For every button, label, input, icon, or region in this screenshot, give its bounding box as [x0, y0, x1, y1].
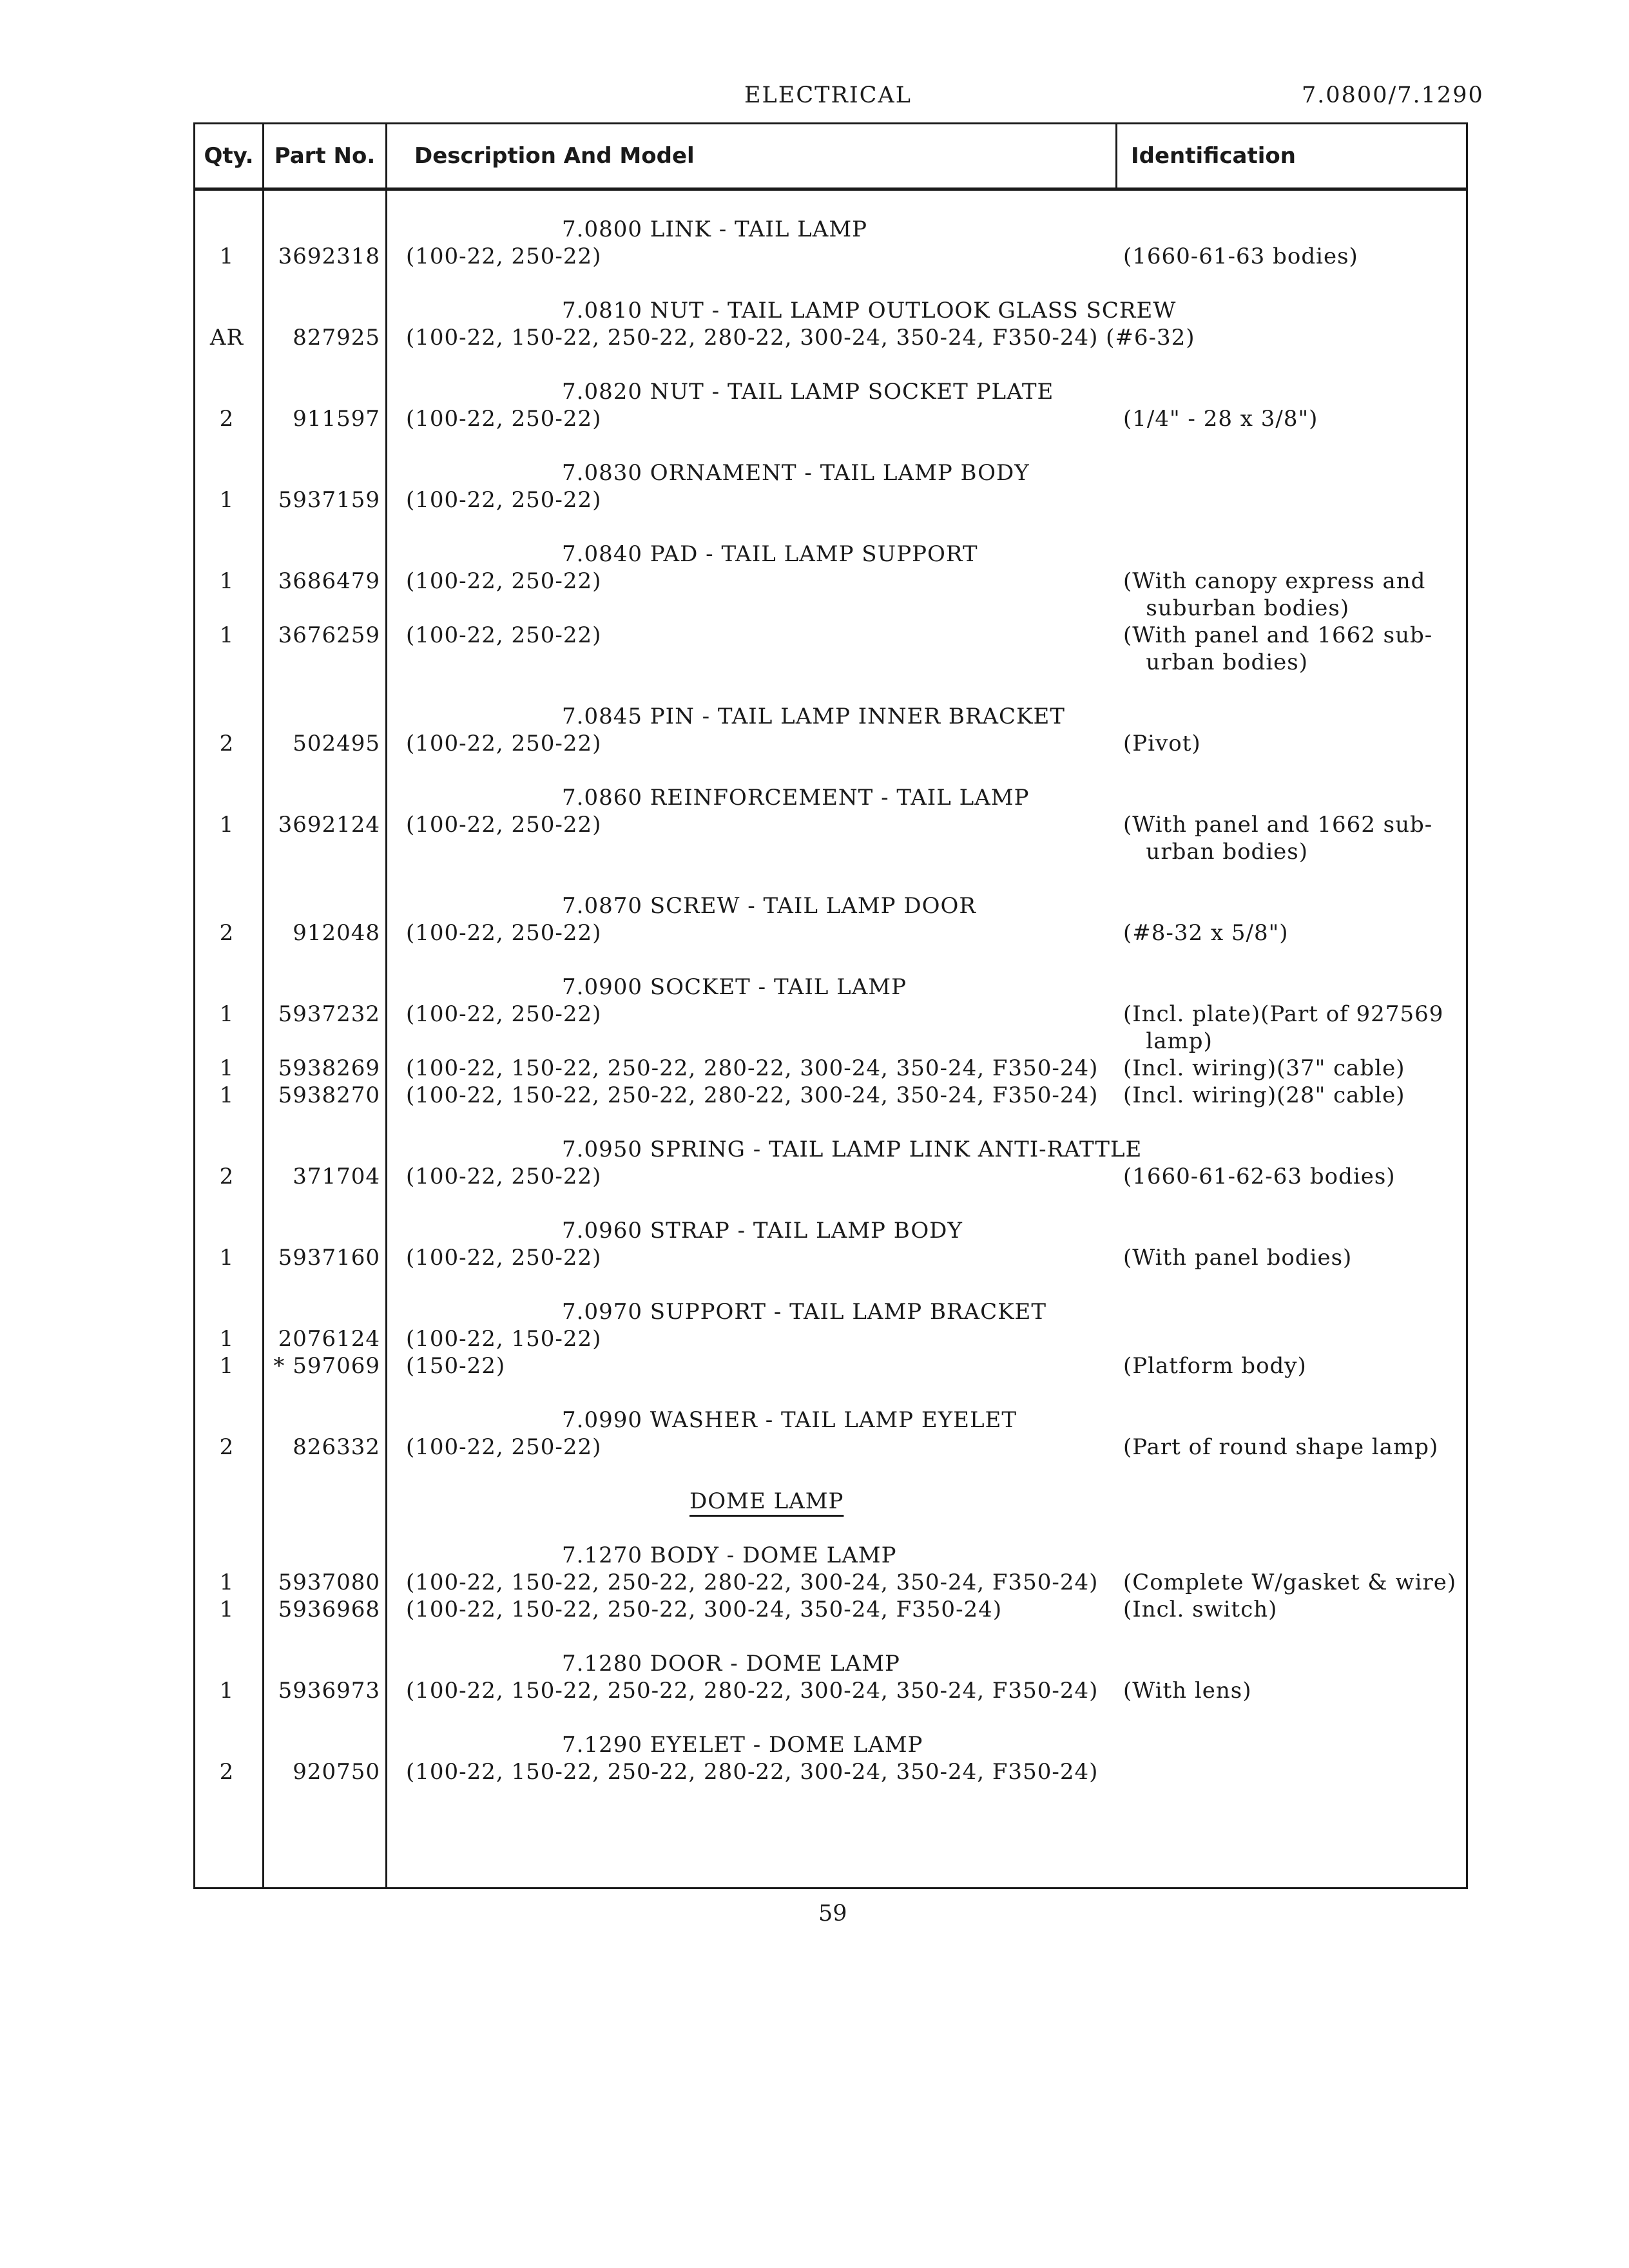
identification-cell: lamp) — [1123, 1028, 1213, 1054]
part-number-cell: 5937159 — [278, 487, 380, 513]
qty-cell: 1 — [219, 1245, 235, 1271]
group-heading: 7.0830 ORNAMENT - TAIL LAMP BODY — [562, 460, 1030, 486]
identification-cell: (With panel and 1662 sub- — [1123, 812, 1433, 838]
column-header-part: Part No. — [274, 143, 376, 169]
description-cell: (100-22, 150-22, 250-22, 280-22, 300-24, 350-24, F350-24) — [406, 1759, 1099, 1785]
description-cell: (100-22, 250-22) — [406, 1245, 602, 1271]
description-cell: (100-22, 150-22, 250-22, 300-24, 350-24, F350-24) — [406, 1597, 1003, 1622]
row-spacer — [193, 676, 1468, 703]
identification-cell: (Part of round shape lamp) — [1123, 1434, 1439, 1460]
table-row — [193, 811, 1468, 838]
part-number-cell: 5937160 — [278, 1245, 380, 1271]
description-cell: (100-22, 250-22) — [406, 1001, 602, 1027]
group-heading: 7.0960 STRAP - TAIL LAMP BODY — [562, 1218, 963, 1244]
group-heading: 7.1270 BODY - DOME LAMP — [562, 1542, 897, 1568]
description-cell: (100-22, 250-22) — [406, 1434, 602, 1460]
table-row — [193, 595, 1468, 622]
table-row — [193, 919, 1468, 947]
group-heading: 7.0950 SPRING - TAIL LAMP LINK ANTI-RATTLE — [562, 1137, 1142, 1162]
identification-cell: (1/4" - 28 x 3/8") — [1123, 406, 1318, 432]
identification-cell: (#8-32 x 5/8") — [1123, 920, 1289, 946]
qty-cell: 1 — [219, 1678, 235, 1704]
group-heading: 7.0820 NUT - TAIL LAMP SOCKET PLATE — [562, 379, 1054, 405]
table-row — [193, 1082, 1468, 1109]
part-number-cell: * 597069 — [273, 1353, 380, 1379]
qty-cell: 1 — [219, 812, 235, 838]
group-heading-row — [193, 459, 1468, 486]
table-row — [193, 486, 1468, 514]
row-spacer — [193, 1704, 1468, 1731]
identification-cell: (Incl. switch) — [1123, 1597, 1278, 1622]
group-heading: 7.0870 SCREW - TAIL LAMP DOOR — [562, 893, 976, 919]
table-row — [193, 1434, 1468, 1461]
group-heading: 7.0990 WASHER - TAIL LAMP EYELET — [562, 1407, 1017, 1433]
row-spacer — [193, 1379, 1468, 1407]
row-spacer — [193, 1515, 1468, 1542]
section-title: ELECTRICAL — [744, 82, 912, 108]
part-number-cell: 5938269 — [278, 1055, 380, 1081]
row-spacer — [193, 947, 1468, 974]
group-heading: 7.0810 NUT - TAIL LAMP OUTLOOK GLASS SCREW — [562, 298, 1177, 323]
table-row — [193, 1028, 1468, 1055]
part-number-cell: 827925 — [293, 325, 380, 351]
page-range: 7.0800/7.1290 — [1302, 82, 1484, 108]
description-cell: (100-22, 150-22, 250-22, 280-22, 300-24, 350-24, F350-24) — [406, 1678, 1099, 1704]
table-row — [193, 1352, 1468, 1379]
row-spacer — [193, 1271, 1468, 1298]
description-cell: (100-22, 250-22) — [406, 406, 602, 432]
qty-cell: 1 — [219, 1326, 235, 1352]
qty-cell: AR — [209, 325, 244, 351]
identification-cell: (With panel bodies) — [1123, 1245, 1353, 1271]
description-cell: (100-22, 250-22) — [406, 244, 602, 269]
identification-cell: (Pivot) — [1123, 731, 1201, 756]
group-heading: 7.1280 DOOR - DOME LAMP — [562, 1651, 900, 1677]
identification-cell: (With lens) — [1123, 1678, 1252, 1704]
description-cell: (100-22, 250-22) — [406, 812, 602, 838]
row-spacer — [193, 351, 1468, 378]
table-row — [193, 838, 1468, 865]
description-cell: (150-22) — [406, 1353, 506, 1379]
row-spacer — [193, 1623, 1468, 1650]
description-cell: (100-22, 150-22, 250-22, 280-22, 300-24, 350-24, F350-24) — [406, 1055, 1099, 1081]
identification-cell: (With panel and 1662 sub- — [1123, 622, 1433, 648]
group-heading: 7.0970 SUPPORT - TAIL LAMP BRACKET — [562, 1299, 1047, 1325]
part-number-cell: 5938270 — [278, 1082, 380, 1108]
row-spacer — [193, 1190, 1468, 1217]
group-heading-row — [193, 378, 1468, 405]
column-divider — [1115, 124, 1117, 191]
qty-cell: 2 — [219, 731, 235, 756]
parts-list — [193, 216, 1468, 1785]
part-number-cell: 2076124 — [278, 1326, 380, 1352]
row-spacer — [193, 514, 1468, 541]
table-row — [193, 1569, 1468, 1596]
group-heading-row — [193, 541, 1468, 568]
description-cell: (100-22, 150-22) — [406, 1326, 602, 1352]
qty-cell: 1 — [219, 244, 235, 269]
description-cell: (100-22, 250-22) — [406, 1164, 602, 1189]
table-row — [193, 649, 1468, 676]
table-row — [193, 1244, 1468, 1271]
qty-cell: 1 — [219, 622, 235, 648]
description-cell: (100-22, 250-22) — [406, 731, 602, 756]
page-number: 59 — [818, 1901, 847, 1927]
group-heading-row — [193, 1542, 1468, 1569]
group-heading-row — [193, 297, 1468, 324]
qty-cell: 1 — [219, 487, 235, 513]
part-number-cell: 911597 — [293, 406, 380, 432]
qty-cell: 1 — [219, 1001, 235, 1027]
description-cell: (100-22, 250-22) — [406, 487, 602, 513]
group-heading-row — [193, 1136, 1468, 1163]
table-row — [193, 568, 1468, 595]
part-number-cell: 5936968 — [278, 1597, 380, 1622]
row-spacer — [193, 270, 1468, 297]
section-subheading: DOME LAMP — [689, 1488, 844, 1514]
description-cell: (100-22, 250-22) — [406, 622, 602, 648]
column-header-qty: Qty. — [204, 143, 254, 169]
qty-cell: 1 — [219, 1570, 235, 1595]
group-heading-row — [193, 1407, 1468, 1434]
row-spacer — [193, 757, 1468, 784]
description-cell: (100-22, 250-22) — [406, 568, 602, 594]
identification-cell: (1660-61-62-63 bodies) — [1123, 1164, 1396, 1189]
row-spacer — [193, 432, 1468, 459]
qty-cell: 1 — [219, 1055, 235, 1081]
identification-cell: (Incl. wiring)(37" cable) — [1123, 1055, 1405, 1081]
part-number-cell: 3692318 — [278, 244, 380, 269]
group-heading-row — [193, 1298, 1468, 1325]
identification-cell: (Platform body) — [1123, 1353, 1307, 1379]
qty-cell: 1 — [219, 1353, 235, 1379]
table-row — [193, 243, 1468, 270]
identification-cell: (With canopy express and — [1123, 568, 1426, 594]
group-heading: 7.0800 LINK - TAIL LAMP — [562, 216, 868, 242]
group-heading-row — [193, 974, 1468, 1001]
group-heading-row — [193, 216, 1468, 243]
group-heading: 7.0860 REINFORCEMENT - TAIL LAMP — [562, 785, 1030, 811]
identification-cell: (1660-61-63 bodies) — [1123, 244, 1358, 269]
group-heading-row — [193, 1217, 1468, 1244]
identification-cell: (Complete W/gasket & wire) — [1123, 1570, 1457, 1595]
part-number-cell: 5937232 — [278, 1001, 380, 1027]
identification-cell: urban bodies) — [1123, 649, 1309, 675]
table-row — [193, 622, 1468, 649]
group-heading-row — [193, 703, 1468, 730]
group-heading-row — [193, 784, 1468, 811]
table-row — [193, 1001, 1468, 1028]
part-number-cell: 3692124 — [278, 812, 380, 838]
table-row — [193, 1325, 1468, 1352]
identification-cell: (Incl. wiring)(28" cable) — [1123, 1082, 1405, 1108]
group-heading-row — [193, 1650, 1468, 1677]
description-cell: (100-22, 150-22, 250-22, 280-22, 300-24, 350-24, F350-24) (#6-32) — [406, 325, 1195, 351]
qty-cell: 1 — [219, 1597, 235, 1622]
group-heading: 7.1290 EYELET - DOME LAMP — [562, 1732, 923, 1758]
description-cell: (100-22, 250-22) — [406, 920, 602, 946]
column-header-identification: Identification — [1131, 143, 1296, 169]
header-rule — [195, 187, 1466, 191]
table-row — [193, 1163, 1468, 1190]
part-number-cell: 920750 — [293, 1759, 380, 1785]
group-heading-row — [193, 1731, 1468, 1758]
group-heading-row — [193, 892, 1468, 919]
part-number-cell: 912048 — [293, 920, 380, 946]
row-spacer — [193, 1461, 1468, 1488]
section-subheading-row — [193, 1488, 1468, 1515]
row-spacer — [193, 1109, 1468, 1136]
table-row — [193, 324, 1468, 351]
qty-cell: 2 — [219, 1759, 235, 1785]
qty-cell: 1 — [219, 1082, 235, 1108]
qty-cell: 2 — [219, 920, 235, 946]
qty-cell: 2 — [219, 1164, 235, 1189]
table-row — [193, 1055, 1468, 1082]
identification-cell: suburban bodies) — [1123, 595, 1350, 621]
row-spacer — [193, 865, 1468, 892]
table-row — [193, 405, 1468, 432]
table-row — [193, 1758, 1468, 1785]
identification-cell: urban bodies) — [1123, 839, 1309, 865]
qty-cell: 2 — [219, 1434, 235, 1460]
table-row — [193, 730, 1468, 757]
qty-cell: 1 — [219, 568, 235, 594]
part-number-cell: 3686479 — [278, 568, 380, 594]
part-number-cell: 826332 — [293, 1434, 380, 1460]
table-row — [193, 1677, 1468, 1704]
part-number-cell: 5937080 — [278, 1570, 380, 1595]
qty-cell: 2 — [219, 406, 235, 432]
group-heading: 7.0845 PIN - TAIL LAMP INNER BRACKET — [562, 704, 1065, 729]
description-cell: (100-22, 150-22, 250-22, 280-22, 300-24, 350-24, F350-24) — [406, 1082, 1099, 1108]
column-header-description: Description And Model — [414, 143, 695, 169]
part-number-cell: 371704 — [293, 1164, 380, 1189]
part-number-cell: 3676259 — [278, 622, 380, 648]
part-number-cell: 502495 — [293, 731, 380, 756]
group-heading: 7.0900 SOCKET - TAIL LAMP — [562, 974, 907, 1000]
part-number-cell: 5936973 — [278, 1678, 380, 1704]
identification-cell: (Incl. plate)(Part of 927569 — [1123, 1001, 1444, 1027]
group-heading: 7.0840 PAD - TAIL LAMP SUPPORT — [562, 541, 978, 567]
table-row — [193, 1596, 1468, 1623]
description-cell: (100-22, 150-22, 250-22, 280-22, 300-24, 350-24, F350-24) — [406, 1570, 1099, 1595]
